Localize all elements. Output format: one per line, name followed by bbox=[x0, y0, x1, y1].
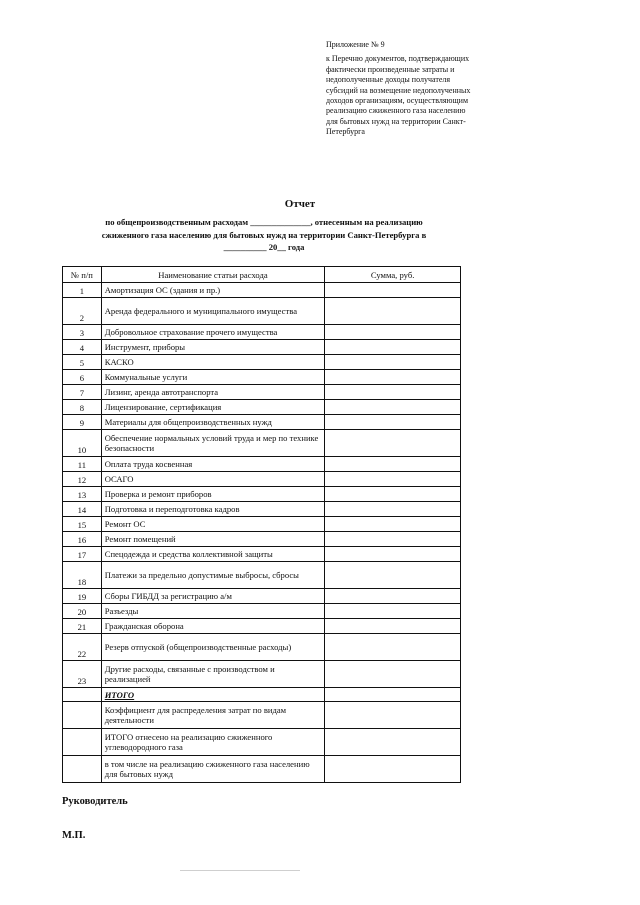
subtitle-line-1: по общепроизводственным расходам ______________, отнесенным на реализацию bbox=[105, 217, 423, 227]
row-number: 17 bbox=[63, 547, 102, 562]
table-header-row bbox=[63, 267, 461, 283]
row-number: 19 bbox=[63, 589, 102, 604]
table-row bbox=[63, 532, 461, 547]
row-name: Платежи за предельно допустимые выбросы, сбросы bbox=[101, 562, 324, 589]
row-sum bbox=[325, 472, 461, 487]
table-row bbox=[63, 562, 461, 589]
row-name: Другие расходы, связанные с производством и реализацией bbox=[101, 661, 324, 688]
row-number: 7 bbox=[63, 385, 102, 400]
table-row bbox=[63, 634, 461, 661]
row-sum bbox=[325, 298, 461, 325]
table-row bbox=[63, 355, 461, 370]
row-sum bbox=[325, 502, 461, 517]
row-name: Инструмент, приборы bbox=[101, 340, 324, 355]
row-sum bbox=[325, 619, 461, 634]
row-name: Спецодежда и средства коллективной защиты bbox=[101, 547, 324, 562]
row-name: ОСАГО bbox=[101, 472, 324, 487]
stamp-place: М.П. bbox=[62, 830, 86, 841]
row-sum bbox=[325, 688, 461, 702]
table-row bbox=[63, 756, 461, 783]
row-sum bbox=[325, 634, 461, 661]
row-sum bbox=[325, 532, 461, 547]
row-number: 11 bbox=[63, 457, 102, 472]
table-row bbox=[63, 472, 461, 487]
table-row bbox=[63, 385, 461, 400]
row-sum bbox=[325, 517, 461, 532]
row-sum bbox=[325, 340, 461, 355]
row-name: Ремонт ОС bbox=[101, 517, 324, 532]
row-number: 4 bbox=[63, 340, 102, 355]
row-number: 6 bbox=[63, 370, 102, 385]
table-row bbox=[63, 457, 461, 472]
row-sum bbox=[325, 400, 461, 415]
table-row bbox=[63, 547, 461, 562]
header-item-name: Наименование статьи расхода bbox=[101, 267, 324, 283]
report-title: Отчет bbox=[284, 198, 316, 210]
row-name: Подготовка и переподготовка кадров bbox=[101, 502, 324, 517]
row-number: 9 bbox=[63, 415, 102, 430]
row-sum bbox=[325, 457, 461, 472]
table-row bbox=[63, 415, 461, 430]
row-name: в том числе на реализацию сжиженного газа населению для бытовых нужд bbox=[101, 756, 324, 783]
row-sum bbox=[325, 661, 461, 688]
annex-text: к Перечню документов, подтверждающих фактически произведенные затраты и недополученные доходы получателя субсидий на возмещение недополученных доходов организациям, осуществляющим реализацию сжиженного газа населению для бытовых нужд на территории Санкт-Петербурга bbox=[326, 54, 471, 137]
row-sum bbox=[325, 325, 461, 340]
row-sum bbox=[325, 283, 461, 298]
footer-divider bbox=[180, 870, 300, 871]
header-number: № п/п bbox=[63, 267, 102, 283]
table-row bbox=[63, 370, 461, 385]
row-name: Оплата труда косвенная bbox=[101, 457, 324, 472]
row-number: 16 bbox=[63, 532, 102, 547]
table-row bbox=[63, 340, 461, 355]
row-name: Гражданская оборона bbox=[101, 619, 324, 634]
row-name: Лизинг, аренда автотранспорта bbox=[101, 385, 324, 400]
row-number: 18 bbox=[63, 562, 102, 589]
row-sum bbox=[325, 415, 461, 430]
row-sum bbox=[325, 355, 461, 370]
row-number: 15 bbox=[63, 517, 102, 532]
expense-table bbox=[62, 266, 461, 783]
row-name: Коэффициент для распределения затрат по видам деятельности bbox=[101, 702, 324, 729]
table-row bbox=[63, 702, 461, 729]
table-row bbox=[63, 517, 461, 532]
row-number: 13 bbox=[63, 487, 102, 502]
annex-block bbox=[326, 40, 476, 138]
row-number: 5 bbox=[63, 355, 102, 370]
row-number: 23 bbox=[63, 661, 102, 688]
row-name: Амортизация ОС (здания и пр.) bbox=[101, 283, 324, 298]
row-number: 10 bbox=[63, 430, 102, 457]
row-name: Проверка и ремонт приборов bbox=[101, 487, 324, 502]
row-sum bbox=[325, 729, 461, 756]
row-name: Добровольное страхование прочего имущества bbox=[101, 325, 324, 340]
row-name: ИТОГО bbox=[101, 688, 324, 702]
row-number: 14 bbox=[63, 502, 102, 517]
table-row bbox=[63, 487, 461, 502]
row-name: Резерв отпуской (общепроизводственные расходы) bbox=[101, 634, 324, 661]
row-name: Коммунальные услуги bbox=[101, 370, 324, 385]
row-number: 21 bbox=[63, 619, 102, 634]
subtitle-line-2: сжиженного газа населению для бытовых нужд на территории Санкт-Петербурга в bbox=[101, 229, 427, 240]
table-row bbox=[63, 619, 461, 634]
header-sum: Сумма, руб. bbox=[325, 267, 461, 283]
row-name: Ремонт помещений bbox=[101, 532, 324, 547]
row-number: 12 bbox=[63, 472, 102, 487]
row-name: Материалы для общепроизводственных нужд bbox=[101, 415, 324, 430]
row-sum bbox=[325, 547, 461, 562]
row-number: 22 bbox=[63, 634, 102, 661]
row-sum bbox=[325, 430, 461, 457]
report-subtitle bbox=[44, 216, 484, 254]
row-name: Сборы ГИБДД за регистрацию а/м bbox=[101, 589, 324, 604]
table-row bbox=[63, 283, 461, 298]
row-number: 1 bbox=[63, 283, 102, 298]
subtitle-line-3: __________ 20__ года bbox=[223, 242, 305, 252]
row-name: Лицензирование, сертификация bbox=[101, 400, 324, 415]
table-row bbox=[63, 604, 461, 619]
signature-head: Руководитель bbox=[62, 796, 128, 807]
row-sum bbox=[325, 589, 461, 604]
row-name: Разъезды bbox=[101, 604, 324, 619]
table-row bbox=[63, 298, 461, 325]
row-number: 3 bbox=[63, 325, 102, 340]
row-name: Аренда федерального и муниципального имущества bbox=[101, 298, 324, 325]
annex-number: Приложение № 9 bbox=[326, 40, 385, 49]
table-row bbox=[63, 502, 461, 517]
table-row bbox=[63, 661, 461, 688]
row-sum bbox=[325, 604, 461, 619]
table-row bbox=[63, 325, 461, 340]
row-name: Обеспечение нормальных условий труда и мер по технике безопасности bbox=[101, 430, 324, 457]
table-row bbox=[63, 589, 461, 604]
row-number: 8 bbox=[63, 400, 102, 415]
row-sum bbox=[325, 385, 461, 400]
row-sum bbox=[325, 562, 461, 589]
table-row bbox=[63, 430, 461, 457]
row-number bbox=[63, 702, 102, 729]
row-name: КАСКО bbox=[101, 355, 324, 370]
row-number bbox=[63, 756, 102, 783]
row-sum bbox=[325, 370, 461, 385]
row-sum bbox=[325, 702, 461, 729]
row-sum bbox=[325, 487, 461, 502]
row-number bbox=[63, 729, 102, 756]
row-number bbox=[63, 688, 102, 702]
table-row-total bbox=[63, 688, 461, 702]
table-row bbox=[63, 729, 461, 756]
row-number: 20 bbox=[63, 604, 102, 619]
table-row bbox=[63, 400, 461, 415]
row-number: 2 bbox=[63, 298, 102, 325]
row-name: ИТОГО отнесено на реализацию сжиженного углеводородного газа bbox=[101, 729, 324, 756]
row-sum bbox=[325, 756, 461, 783]
